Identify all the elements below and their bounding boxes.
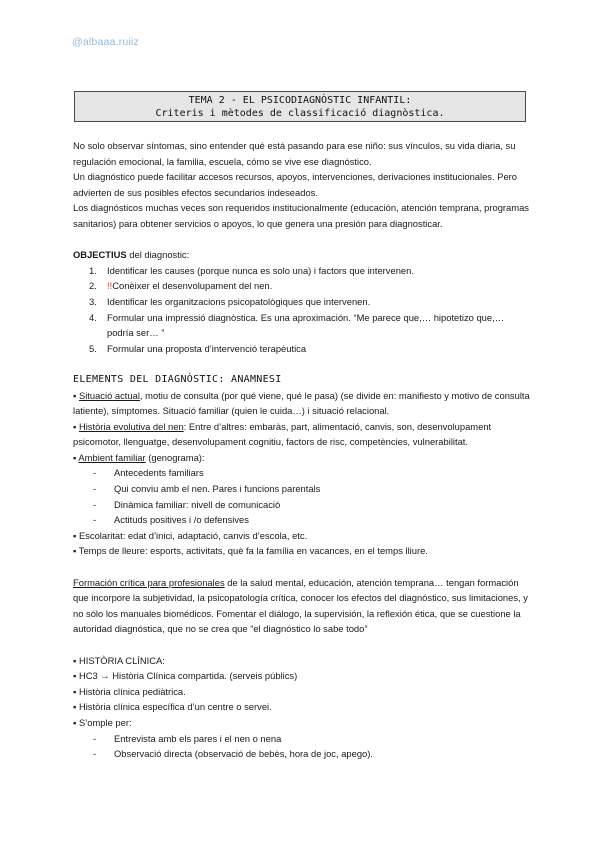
bullet-icon: ▪ xyxy=(73,701,77,713)
anamnesi-heading: ELEMENTS DEL DIAGNÒSTIC: ANAMNESI xyxy=(73,373,282,385)
list-item: - Dinàmica familiar: nivell de comunicació xyxy=(93,498,281,510)
attention-mark: !! xyxy=(107,280,113,292)
bullet-icon: ▪ xyxy=(73,545,77,557)
objectius-suffix: del diagnostic: xyxy=(126,249,190,261)
bullet-icon: ▪ xyxy=(73,451,77,463)
list-item: - Actituds positives i /o defensives xyxy=(93,514,249,526)
escolaritat-item: ▪ Escolaritat: edat d’inici, adaptació, canvis d’escola, etc. xyxy=(73,529,308,541)
list-item: ▪ S’omple per: xyxy=(73,716,132,728)
document-title-box xyxy=(74,91,526,122)
objectius-section xyxy=(73,247,533,356)
intro-paragraph: Un diagnóstico puede facilitar accesos recursos, apoyos, intervenciones, derivaciones institucionales. Pero advierten de sus posibles efectos secundarios indeseados. xyxy=(73,171,517,198)
list-item: - Observació directa (observació de bebès, hora de joc, apego). xyxy=(93,748,374,760)
historia-item: ▪ Història evolutiva del nen: Entre d’altres: embaràs, part, alimentació, canvis, son, desenvolupament psicomotor, llenguatge, desenvolupament cognitiu, factors de risc, competències, vulnerabilitat. xyxy=(73,420,492,448)
bullet-icon: ▪ xyxy=(73,685,77,697)
anamnesi-section xyxy=(73,372,533,559)
omple-sublist xyxy=(93,731,533,762)
situacio-item: ▪ Situació actual, motiu de consulta (por qué viene, qué le pasa) (se divide en: manifiesto y motivo de consulta latiente), símptomes. Situació familiar (quien le cuida…) i situació relacional. xyxy=(73,389,530,417)
author-handle: @albaaa.ruiiz xyxy=(72,36,139,48)
document-title-line2: Criteris i mètodes de classificació diagnòstica. xyxy=(155,108,445,119)
list-item: ▪ Història clínica pediàtrica. xyxy=(73,685,186,697)
intro-section xyxy=(73,138,533,232)
ambient-sublist xyxy=(93,465,533,527)
ambient-item: ▪ Ambient familiar (genograma): xyxy=(73,451,205,463)
objectius-label: OBJECTIUS xyxy=(73,249,127,261)
lleure-item: ▪ Temps de lleure: esports, activitats, què fa la família en vacances, en el temps lliure. xyxy=(73,545,428,557)
list-item: - Antecedents familiars xyxy=(93,467,204,479)
document-title-line1: TEMA 2 - EL PSICODIAGNÒSTIC INFANTIL: xyxy=(188,95,412,106)
bullet-icon: ▪ xyxy=(73,420,77,432)
intro-paragraph: No solo observar síntomas, sino entender qué está pasando para ese niño: sus vínculos, su vida diaria, su regulación emocional, la familia, escuela, cómo se vive ese diagnóstico. xyxy=(73,140,516,167)
list-item: 1. Identificar les causes (porque nunca es solo una) i factors que intervenen. xyxy=(89,264,414,276)
list-item: 3. Identificar les organitzacions psicopatològiques que intervenen. xyxy=(89,295,371,307)
objectius-heading xyxy=(73,247,533,263)
objectius-list xyxy=(89,263,533,357)
formacio-section xyxy=(73,575,533,637)
historia-clinica-heading: ▪ HISTÒRIA CLÍNICA: xyxy=(73,654,165,666)
list-item: ▪ Història clínica específica d’un centre o servei. xyxy=(73,701,272,713)
list-item: 5. Formular una proposta d’intervenció terapèutica xyxy=(89,342,307,354)
historia-clinica-section xyxy=(73,653,533,762)
list-item: ▪ HC3 → Història Clínica compartida. (serveis públics) xyxy=(73,670,298,682)
list-item: 2. !!Conèixer el desenvolupament del nen. xyxy=(89,280,273,292)
list-item: - Qui conviu amb el nen. Pares i funcions parentals xyxy=(93,483,321,495)
document-body xyxy=(73,138,533,762)
bullet-icon: ▪ xyxy=(73,389,77,401)
bullet-icon: ▪ xyxy=(73,670,77,682)
list-item: 4. Formular una impressió diagnòstica. Es una aproximación. “Me parece que,… hipotetizo que,… podría ser… ” xyxy=(89,311,505,339)
intro-paragraph: Los diagnósticos muchas veces son requeridos institucionalmente (educación, atención temprana, programas sanitarios) para obtener servicios o apoyos, lo que genera una presión para diagnosticar. xyxy=(73,202,529,229)
bullet-icon: ▪ xyxy=(73,716,77,728)
list-item: - Entrevista amb els pares i el nen o nena xyxy=(93,732,282,744)
formacio-paragraph: Formación crítica para profesionales de la salud mental, educación, atención temprana… tengan formación que incorpore la subjetividad, la psicopatología crítica, conocer los efectos del diagnóstico, sus limitaciones, y no sólo los manuales biomédicos. Fomentar el diálogo, la supervisión, la reflexión ética, que se cuestione la autoridad diagnóstica, que no se crea que “el diagnóstico lo sabe todo” xyxy=(73,576,528,635)
bullet-icon: ▪ xyxy=(73,529,77,541)
bullet-icon: ▪ xyxy=(73,654,77,666)
